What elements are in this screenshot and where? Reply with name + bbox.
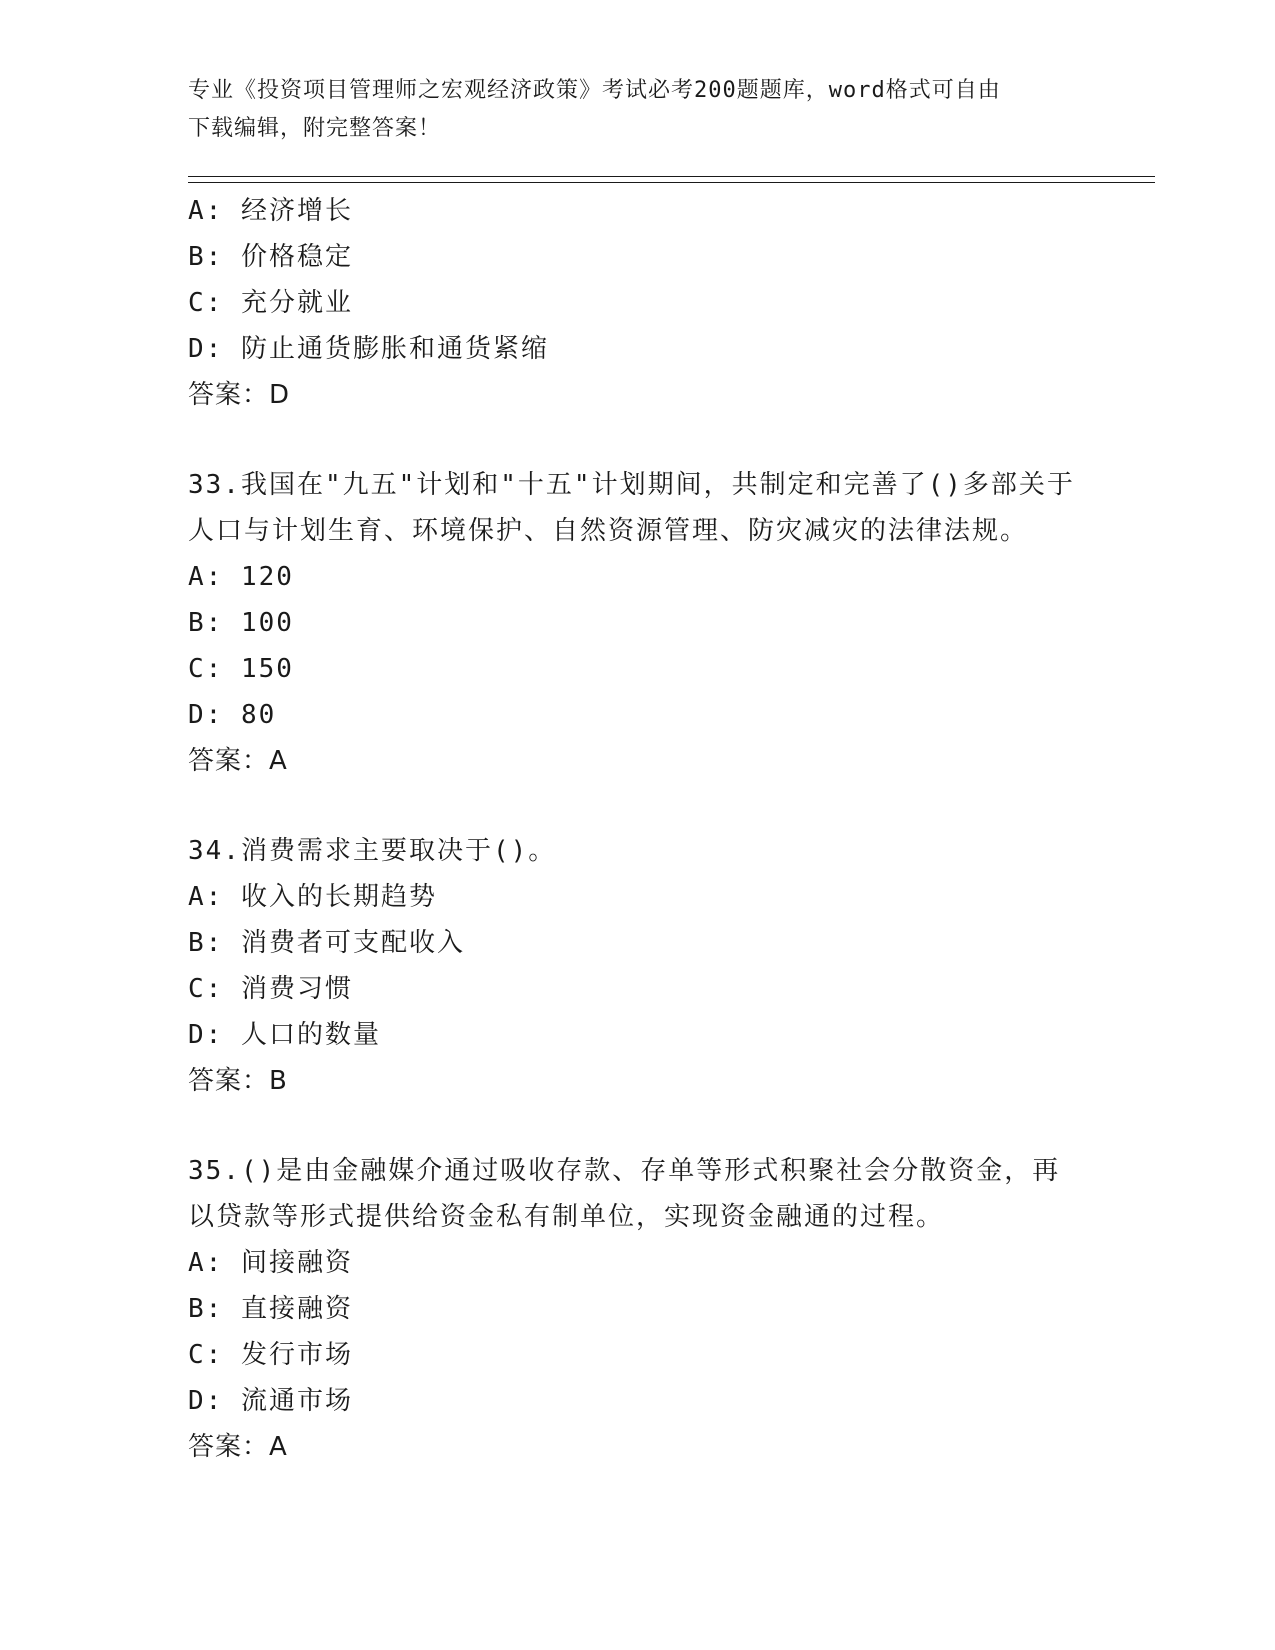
header-rule-top [188, 176, 1155, 177]
header-line-2: 下载编辑，附完整答案！ [188, 116, 442, 141]
question-text-line-1: 35.()是由金融媒介通过吸收存款、存单等形式积聚社会分散资金，再 [188, 1156, 1061, 1186]
header-line-1: 专业《投资项目管理师之宏观经济政策》考试必考200题题库，word格式可自由 [188, 78, 1001, 103]
option-c: C: 发行市场 [188, 1340, 353, 1370]
question-text-line-2: 以贷款等形式提供给资金私有制单位，实现资金融通的过程。 [188, 1202, 945, 1232]
option-c: C: 充分就业 [188, 288, 353, 318]
option-a: A: 间接融资 [188, 1248, 353, 1278]
question-33 [188, 462, 1088, 784]
question-text-line-2: 人口与计划生育、环境保护、自然资源管理、防灾减灾的法律法规。 [188, 516, 1029, 546]
option-d: D: 流通市场 [188, 1386, 353, 1416]
header-rule-bottom [188, 182, 1155, 183]
option-d: D: 80 [188, 700, 277, 730]
option-a: A: 120 [188, 562, 294, 592]
answer: 答案：B [188, 1066, 288, 1096]
option-c: C: 消费习惯 [188, 974, 353, 1004]
question-list [188, 188, 1088, 1470]
option-d: D: 人口的数量 [188, 1020, 381, 1050]
option-b: B: 价格稳定 [188, 242, 353, 272]
answer: 答案：A [188, 1432, 288, 1462]
question-text-line-1: 33.我国在"九五"计划和"十五"计划期间，共制定和完善了()多部关于 [188, 470, 1075, 500]
question-35 [188, 1148, 1088, 1470]
option-b: B: 直接融资 [188, 1294, 353, 1324]
question-34 [188, 828, 1088, 1104]
question-32 [188, 188, 1088, 418]
answer: 答案：A [188, 746, 288, 776]
option-d: D: 防止通货膨胀和通货紧缩 [188, 334, 549, 364]
answer: 答案：D [188, 380, 291, 410]
option-b: B: 消费者可支配收入 [188, 928, 465, 958]
option-a: A: 收入的长期趋势 [188, 882, 437, 912]
option-a: A: 经济增长 [188, 196, 353, 226]
document-header [188, 72, 1068, 148]
option-b: B: 100 [188, 608, 294, 638]
question-text-line-1: 34.消费需求主要取决于()。 [188, 836, 557, 866]
option-c: C: 150 [188, 654, 294, 684]
